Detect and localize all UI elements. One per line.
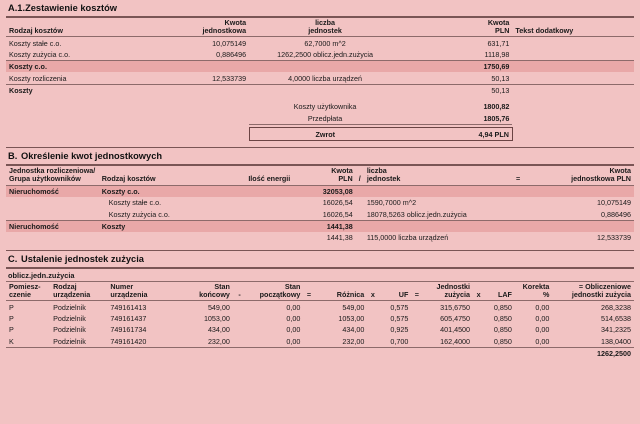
header-times-2: x	[473, 282, 484, 301]
cell-numer: 749161413	[110, 302, 147, 312]
cell-liczba: 1262,2500 oblicz.jedn.zużycia	[249, 49, 401, 61]
cell-roznica: 549,00	[342, 302, 365, 312]
cell-liczba	[364, 185, 513, 197]
cell-grupa: Nieruchomość	[9, 221, 59, 231]
header-numer-urzadzenia: Numer urządzenia	[107, 282, 180, 301]
cell-kwota-pln: 1750,69	[483, 62, 510, 72]
cell-laf: 0,850	[493, 302, 512, 312]
cell-uf: 0,575	[390, 314, 409, 324]
cell-stan-koncowy: 1053,00	[203, 314, 230, 324]
cell-uf: 0,925	[390, 325, 409, 335]
cell-kwota: 32053,08	[322, 186, 353, 196]
cell-kwota: 16026,54	[293, 208, 355, 220]
cell-laf: 0,850	[493, 314, 512, 324]
section-b-number: B.	[8, 151, 18, 162]
cell-liczba: 1590,7000 m^2	[366, 198, 417, 208]
cell-obliczeniowe: 138,0400	[552, 336, 634, 348]
header-liczba-jednostek: liczba jednostek	[364, 166, 513, 185]
cell-roznica: 1053,00	[338, 314, 365, 324]
cell-kwota-pln: 1118,98	[401, 49, 512, 61]
cell-stan-koncowy: 232,00	[180, 336, 233, 348]
cell-stan-poczatkowy: 0,00	[286, 302, 301, 312]
cell-liczba: 62,7000 m^2	[304, 38, 346, 48]
cell-pomieszczenie: K	[6, 336, 50, 348]
cell-numer: 749161437	[110, 314, 147, 324]
header-ilosc-energii: Ilość energii	[218, 166, 294, 185]
cell-liczba: 18078,5263 oblicz.jedn.zużycia	[364, 208, 513, 220]
cell-rodzaj: Koszty stałe c.o.	[108, 198, 162, 208]
header-rodzaj-urzadzenia: Rodzaj urządzenia	[50, 282, 107, 301]
header-slash: /	[356, 166, 364, 185]
section-c-title	[0, 251, 640, 267]
cell-jedn: 0,886496	[523, 208, 634, 220]
summary-value: 4,94 PLN	[401, 128, 512, 140]
cell-stan-poczatkowy: 0,00	[286, 314, 301, 324]
cell-jednostki: 162,4000	[422, 336, 473, 348]
cell-jednostki: 315,6750	[440, 302, 471, 312]
summary-value: 1800,82	[483, 102, 510, 112]
table-row	[6, 313, 634, 324]
table-row	[6, 49, 634, 61]
section-c-subtitle: oblicz.jedn.zużycia	[8, 270, 75, 280]
cell-stan-koncowy: 549,00	[207, 302, 230, 312]
cell-korekta: 0,00	[535, 325, 550, 335]
cell-kwota: 1441,38	[326, 221, 353, 231]
section-a1-title	[0, 0, 640, 16]
summary-value: 1805,76	[401, 113, 512, 125]
cell-extra	[512, 84, 634, 96]
table-header-row	[6, 282, 634, 301]
cell-rodzaj: Koszty zużycia c.o.	[99, 208, 218, 220]
table-row	[6, 208, 634, 220]
cell-kwota-pln: 50,13	[401, 72, 512, 84]
header-uf: UF	[378, 282, 411, 301]
section-b-table	[6, 166, 634, 244]
table-header-row	[6, 18, 634, 37]
header-korekta: Korekta %	[515, 282, 552, 301]
cell-rodzaj: Koszty stałe c.o.	[9, 38, 62, 48]
cell-jedn: 10,075149	[597, 198, 631, 208]
header-stan-koncowy: Stan końcowy	[180, 282, 233, 301]
cell-rodzaj: Koszty rozliczenia	[6, 72, 168, 84]
cell-jedn	[523, 185, 634, 197]
cell-rodzaj: Koszty	[101, 221, 126, 231]
cell-extra	[512, 37, 634, 49]
cell-kwota-pln: 50,13	[491, 86, 510, 96]
cell-korekta: 0,00	[515, 336, 552, 348]
summary-row-zwrot	[6, 128, 634, 140]
cell-grupa	[6, 208, 99, 220]
header-obliczeniowe-jednostki: = Obliczeniowe jednostki zużycia	[552, 282, 634, 301]
section-c-number: C.	[8, 254, 18, 265]
summary-label: Zwrot	[249, 128, 401, 140]
cell-energia	[218, 208, 294, 220]
cell-liczba	[249, 61, 401, 73]
cell-kwota: 16026,54	[322, 198, 353, 208]
cell-energia	[218, 220, 294, 232]
header-pomieszczenie: Pomiesz- czenie	[6, 282, 50, 301]
cell-laf: 0,850	[484, 336, 515, 348]
header-tekst-dodatkowy: Tekst dodatkowy	[512, 18, 634, 37]
cell-grupa: Nieruchomość	[9, 186, 59, 196]
table-row	[6, 324, 634, 335]
section-b-heading: Określenie kwot jednostkowych	[21, 151, 163, 162]
cell-extra	[512, 49, 634, 61]
cell-energia	[218, 232, 294, 243]
table-row	[6, 37, 634, 49]
header-kwota-pln: Kwota PLN	[401, 18, 512, 37]
summary-label: Koszty użytkownika	[293, 102, 357, 112]
header-rodzaj-kosztow: Rodzaj kosztów	[6, 18, 168, 37]
cell-rodzaj: Koszty	[9, 86, 33, 96]
table-row	[6, 232, 634, 243]
cell-rodzaj: Koszty zużycia c.o.	[6, 49, 168, 61]
cell-uf: 0,700	[378, 336, 411, 348]
cell-rodzaj: Koszty c.o.	[101, 186, 140, 196]
cell-grupa	[6, 197, 99, 208]
header-equals-2: =	[411, 282, 422, 301]
cell-kwota: 1441,38	[326, 233, 353, 243]
cell-stan-poczatkowy: 0,00	[286, 325, 301, 335]
cell-kwota-jedn: 0,886496	[168, 49, 249, 61]
table-header-row	[6, 166, 634, 185]
header-laf: LAF	[484, 282, 515, 301]
table-row-subtotal	[6, 61, 634, 73]
cell-kwota-jedn: 10,075149	[212, 38, 247, 48]
cell-roznica: 232,00	[314, 336, 367, 348]
cell-jedn	[523, 220, 634, 232]
cell-liczba	[249, 84, 401, 96]
header-times-1: x	[367, 282, 378, 301]
header-stan-poczatkowy: Stan początkowy	[246, 282, 303, 301]
header-equals-1: =	[303, 282, 314, 301]
table-row-group	[6, 220, 634, 232]
cell-extra	[512, 61, 634, 73]
header-roznica: Różnica	[314, 282, 367, 301]
summary-label: Przedpłata	[249, 113, 401, 125]
cell-jednostki: 605,4750	[440, 314, 471, 324]
section-a1-number: A.1.	[8, 3, 26, 13]
cell-liczba	[364, 220, 513, 232]
cell-rodzaj: Koszty c.o.	[9, 62, 47, 72]
table-row	[6, 197, 634, 208]
cell-total: 1262,2500	[597, 349, 631, 359]
cell-rodzaj-urzadzenia: Podzielnik	[53, 314, 86, 324]
header-kwota-jednostkowa: Kwota jednostkowa	[168, 18, 249, 37]
cell-rodzaj-urzadzenia: Podzielnik	[53, 302, 86, 312]
cell-stan-koncowy: 434,00	[207, 325, 230, 335]
cell-pomieszczenie: P	[9, 302, 14, 312]
header-liczba-jednostek: liczba jednostek	[249, 18, 401, 37]
cell-pomieszczenie: P	[9, 314, 14, 324]
table-row-subtotal	[6, 84, 634, 96]
cell-kwota-jedn	[168, 61, 249, 73]
cell-pomieszczenie: P	[9, 325, 14, 335]
header-kwota-pln: Kwota PLN	[293, 166, 355, 185]
cell-roznica: 434,00	[342, 325, 365, 335]
cell-uf: 0,575	[390, 302, 409, 312]
cell-kwota-pln: 631,71	[487, 38, 510, 48]
table-row	[6, 336, 634, 348]
cell-korekta: 0,00	[535, 302, 550, 312]
section-c-heading: Ustalenie jednostek zużycia	[21, 254, 144, 265]
cell-kwota-jedn: 12,533739	[168, 72, 249, 84]
summary-row-przedplata	[6, 113, 634, 125]
cell-rodzaj-urzadzenia: Podzielnik	[53, 325, 86, 335]
table-row-total	[6, 347, 634, 359]
cell-extra	[512, 72, 634, 84]
table-row	[6, 72, 634, 84]
summary-row-koszty-uzytkownika	[6, 101, 634, 112]
cell-energia	[218, 185, 294, 197]
header-rodzaj-kosztow: Rodzaj kosztów	[99, 166, 218, 185]
cell-liczba: 4,0000 liczba urządzeń	[249, 72, 401, 84]
cell-numer: 749161734	[110, 325, 147, 335]
cell-jedn: 12,533739	[597, 233, 631, 243]
section-c-table	[6, 282, 634, 360]
cell-jednostki: 401,4500	[440, 325, 471, 335]
cell-liczba: 115,0000 liczba urządzeń	[366, 233, 449, 243]
header-jednostka-rozliczeniowa: Jednostka rozliczeniowa/ Grupa użytkowników	[6, 166, 99, 185]
header-kwota-jednostkowa: Kwota jednostkowa PLN	[523, 166, 634, 185]
cell-obliczeniowe: 268,3238	[601, 302, 631, 312]
table-row-group	[6, 185, 634, 197]
section-a1-heading: Zestawienie kosztów	[25, 3, 118, 13]
section-a1-table	[6, 18, 634, 141]
header-equals: =	[513, 166, 523, 185]
cell-obliczeniowe: 341,2325	[601, 325, 631, 335]
cell-energia	[218, 197, 294, 208]
cell-laf: 0,850	[493, 325, 512, 335]
section-b-title	[0, 148, 640, 164]
cell-korekta: 0,00	[535, 314, 550, 324]
cell-obliczeniowe: 514,6538	[601, 314, 631, 324]
cell-rodzaj-urzadzenia: Podzielnik	[50, 336, 107, 348]
cell-rodzaj	[99, 232, 218, 243]
cell-stan-poczatkowy: 0,00	[246, 336, 303, 348]
table-row	[6, 301, 634, 313]
header-minus: -	[233, 282, 246, 301]
cell-grupa	[6, 232, 99, 243]
cell-kwota-jedn	[168, 84, 249, 96]
header-jednostki-zuzycia: Jednostki zużycia	[422, 282, 473, 301]
cell-numer: 749161420	[107, 336, 180, 348]
